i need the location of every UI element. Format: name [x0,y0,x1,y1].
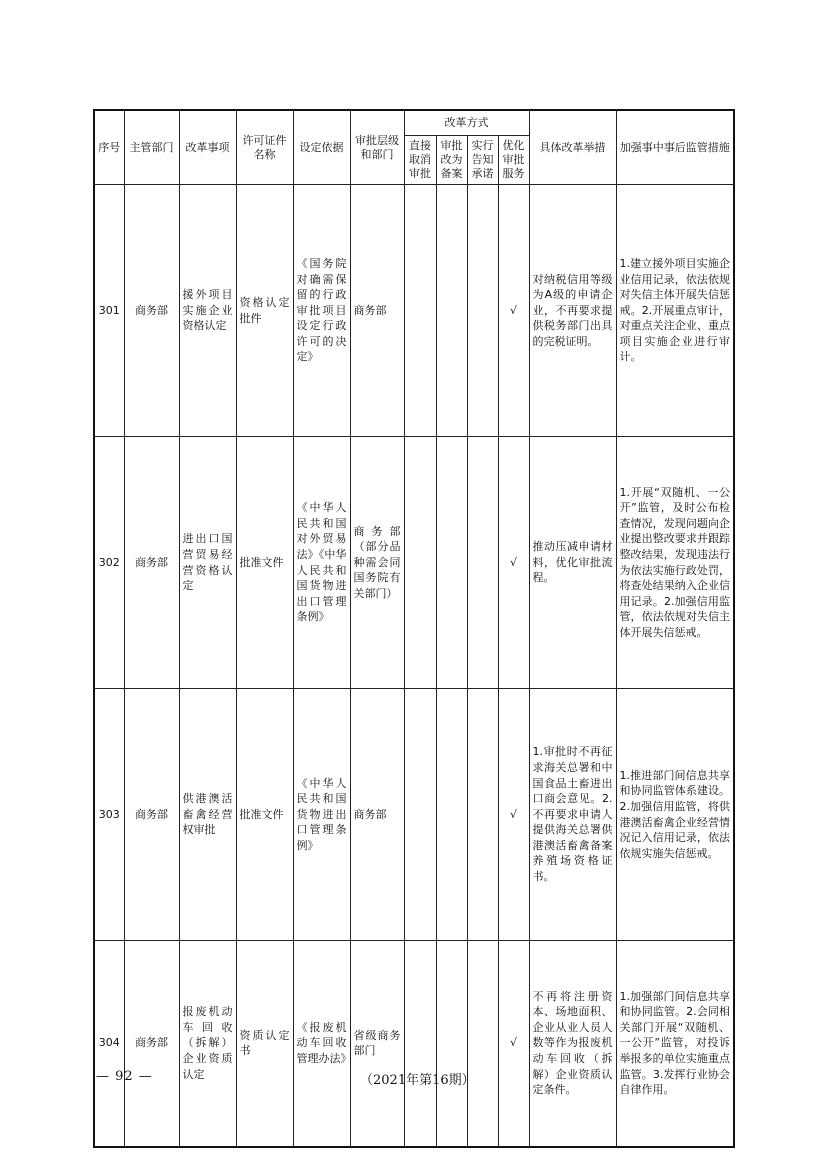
cell-cancel [404,437,436,689]
cell-basis: 《中华人民共和国货物进出口管理条例》 [293,689,350,941]
cell-dept: 商务部 [124,941,179,1147]
header-notify: 实行告知承诺 [467,136,498,185]
header-cancel: 直接取消审批 [404,136,436,185]
cell-item: 援外项目实施企业资格认定 [179,185,236,437]
cell-cancel [404,185,436,437]
header-optimize: 优化审批服务 [498,136,529,185]
cell-record [436,689,467,941]
table-row [94,689,734,941]
cell-seq: 301 [94,185,124,437]
header-license: 许可证件名称 [236,110,293,185]
header-item: 改革事项 [179,110,236,185]
cell-seq: 304 [94,941,124,1147]
cell-measures: 1.审批时不再征求海关总署和中国食品土畜进出口商会意见。2.不再要求申请人提供海关总署供港澳活畜禽备案养殖场资格证书。 [529,689,616,941]
cell-supervision: 1.建立援外项目实施企业信用记录，依法依规对失信主体开展失信惩戒。2.开展重点审计，对重点关注企业、重点项目实施企业进行审计。 [616,185,734,437]
table-row [94,437,734,689]
cell-optimize-check: √ [498,689,529,941]
cell-dept: 商务部 [124,689,179,941]
cell-supervision: 1.推进部门间信息共享和协同监管体系建设。2.加强信用监管，将供港澳活畜禽企业经营情况记入信用记录，依法依规实施失信惩戒。 [616,689,734,941]
table-row [94,185,734,437]
table-row [94,941,734,1147]
cell-notify [467,941,498,1147]
cell-dept: 商务部 [124,185,179,437]
cell-notify [467,689,498,941]
cell-license: 资格认定批件 [236,185,293,437]
cell-level: 省级商务部门 [350,941,404,1147]
reform-items-table [93,109,735,1148]
cell-basis: 《国务院对确需保留的行政审批项目设定行政许可的决定》 [293,185,350,437]
cell-cancel [404,941,436,1147]
cell-notify [467,437,498,689]
cell-notify [467,185,498,437]
cell-item: 报废机动车回收（拆解）企业资质认定 [179,941,236,1147]
issue-label: （2021年第16期） [360,1073,475,1088]
header-supervision: 加强事中事后监管措施 [616,110,734,185]
cell-level: 商务部（部分品种需会同国务院有关部门） [350,437,404,689]
cell-item: 进出口国营贸易经营资格认定 [179,437,236,689]
cell-measures: 对纳税信用等级为A级的申请企业，不再要求提供税务部门出具的完税证明。 [529,185,616,437]
cell-basis: 《中华人民共和国对外贸易法》《中华人民共和国货物进出口管理条例》 [293,437,350,689]
cell-optimize-check: √ [498,941,529,1147]
cell-seq: 302 [94,437,124,689]
cell-license: 资质认定书 [236,941,293,1147]
cell-item: 供港澳活畜禽经营权审批 [179,689,236,941]
header-measures: 具体改革举措 [529,110,616,185]
header-record: 审批改为备案 [436,136,467,185]
cell-license: 批准文件 [236,689,293,941]
cell-record [436,941,467,1147]
cell-dept: 商务部 [124,437,179,689]
cell-record [436,437,467,689]
header-dept: 主管部门 [124,110,179,185]
cell-supervision: 1.加强部门间信息共享和协同监管。2.会同相关部门开展“双随机、一公开”监管，对投诉举报多的单位实施重点监管。3.发挥行业协会自律作用。 [616,941,734,1147]
cell-seq: 303 [94,689,124,941]
cell-measures: 不再将注册资本、场地面积、企业从业人员人数等作为报废机动车回收（拆解）企业资质认定条件。 [529,941,616,1147]
cell-level: 商务部 [350,185,404,437]
cell-level: 商务部 [350,689,404,941]
cell-measures: 推动压减申请材料，优化审批流程。 [529,437,616,689]
header-methods: 改革方式 [404,110,529,136]
cell-optimize-check: √ [498,437,529,689]
cell-license: 批准文件 [236,437,293,689]
cell-optimize-check: √ [498,185,529,437]
cell-cancel [404,689,436,941]
header-basis: 设定依据 [293,110,350,185]
cell-supervision: 1.开展“双随机、一公开”监管，及时公布检查情况，发现问题向企业提出整改要求并跟踪整改结果，发现违法行为依法实施行政处罚，将查处结果纳入企业信用记录。2.加强信用监管，依法依规对失信主体开展失信惩戒。 [616,437,734,689]
cell-record [436,185,467,437]
header-level: 审批层级和部门 [350,110,404,185]
cell-basis: 《报废机动车回收管理办法》 [293,941,350,1147]
page-number: — 92 — [96,1069,153,1084]
header-seq: 序号 [94,110,124,185]
